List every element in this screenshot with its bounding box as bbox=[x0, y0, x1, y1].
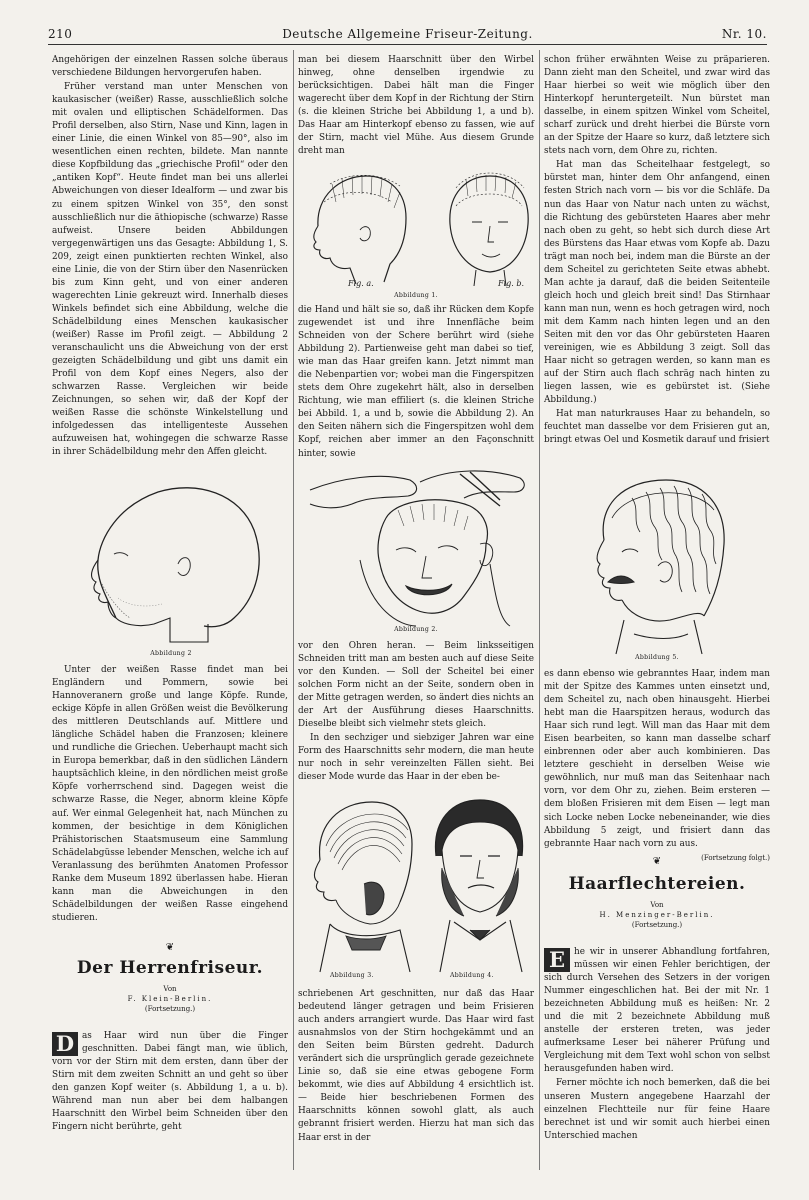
column-2-mid2 bbox=[298, 640, 534, 788]
column-divider bbox=[539, 50, 540, 1170]
ornament-divider: ❦ bbox=[652, 856, 662, 867]
paragraph: Angehörigen der einzelnen Rassen solche überaus verschiedene Bildungen hervorgerufen haben. bbox=[52, 55, 288, 79]
paragraph: schriebenen Art geschnitten, nur daß das Haar bedeutend länger getragen und beim Frisieren auch anders arrangiert wurde. Das Haar wird fast ausnahmslos von der Stirn hochgekämmt und an den Seiten beim Bürsten gedreht. Dadurch verändert sich die ursprünglich gerade gezeichnete Linie so, daß sie eine etwas gebogene Form bekommt, wie dies auf Abbildung 4 ersichtlich ist. — Beide hier beschriebenen Formen des Haarschnitts können sowohl glatt, als auch gebrannt frisiert werden. Hierzu hat man sich das Haar erst in der bbox=[298, 989, 534, 1143]
continuation-note: (Fortsetzung folgt.) bbox=[701, 853, 770, 862]
paragraph: es dann ebenso wie gebranntes Haar, indem man mit der Spitze des Kammes unten einsetzt und, dem Scheitel zu, nach oben hinausgeht. Hierbei hebt man die Haarspitzen heraus, wodurch das Haar sich rund legt. Will man das Haar mit dem Eisen bearbeiten, so kann man dasselbe scharf einbrennen oder aber auch kombinieren. Das letztere geschieht in derselben Weise wie gewöhnlich, nur muß man das Seitenhaar nach vorn, vor dem Ohr zu, ziehen. Beim ersteren — dem bloßen Frisieren mit dem Eisen — legt man sich Locke neben Locke nebeneinander, wie dies Abbildung 5 zeigt, und frisiert dann das gebrannte Haar nach vorn zu aus. bbox=[544, 669, 770, 849]
column-1-mid bbox=[52, 664, 288, 940]
page-header bbox=[48, 24, 767, 45]
figure-captions-row bbox=[300, 972, 532, 986]
paragraph: Hat man das Scheitelhaar festgelegt, so bürstet man, hinter dem Ohr anfangend, einen festen Strich nach vorn — bis vor die Schläfe. Da nun das Haar von Natur nach unten zu wächst, die Richtung des gebürsteten Haares aber mehr nach oben zu geht, so hebt sich durch diese Art des Bürstens das Haar etwas vom Kopfe ab. Dazu trägt man noch bei, indem man die Bürste an der dem Scheitel zu gerichteten Seite etwas abhebt. Man achte ja darauf, daß die beiden Seitenteile gleich hoch und gleich breit sind! Das Stirnhaar kann man nun, wenn es hoch getragen wird, noch mit dem Kamm nach hinten legen und an den Seiten mit den vor das Ohr gebürsteten Haaren vereinigen, wie es Abbildung 3 zeigt. Soll das Haar nicht so getragen werden, so kann man es auf der Stirn auch flach schräg nach hinten zu liegen lassen, wie es gebürstet ist. (Siehe Abbildung.) bbox=[544, 160, 770, 406]
column-2-bottom bbox=[298, 988, 534, 1168]
paragraph-text: as Haar wird nun über die Finger geschnitten. Dabei fängt man, wie üblich, vorn vor der Stirn mit dem ersten, dann über der Stirn mit dem zweiten Schnitt an und geht so über den ganzen Kopf weiter (s. Abbildung 1, a u. b). Während man nun aber bei dem halbangen Haarschnitt den Wirbel beim Schneiden über den Fingern nicht berührte, geht bbox=[52, 1031, 288, 1133]
figure-4-front bbox=[435, 800, 522, 972]
column-divider bbox=[293, 50, 294, 1170]
curled-hairstyle-illustration bbox=[564, 470, 750, 654]
fig-b-label: Fig. b. bbox=[498, 279, 524, 288]
page-number: 210 bbox=[48, 27, 73, 41]
column-1-top bbox=[52, 54, 288, 459]
haircut-diagram-illustration bbox=[300, 162, 532, 292]
continuation-note: (Fortsetzung.) bbox=[144, 1005, 196, 1013]
figure-caption: Abbildung 5. bbox=[635, 654, 679, 661]
figure-waved-hair-5 bbox=[564, 470, 750, 666]
article-heading: Haarflechtereien. bbox=[568, 874, 746, 894]
paragraph: schon früher erwähnten Weise zu präparieren. Dann zieht man den Scheitel, und zwar wird das Haar hierbei so weit wie möglich über den Hinterkopf heruntergeteilt. Nun bürstet man dasselbe, in einem spitzen Winkel vom Scheitel, scharf zurück und dreht hierbei die Bürste vorn an der Spitze der Haare so kurz, daß letztere sich stets nach vorn, dem Ohre zu, richten. bbox=[544, 55, 770, 157]
fig-a-profile bbox=[314, 175, 406, 284]
column-1-bottom bbox=[52, 1030, 288, 1168]
figure-hairstyles-3-4 bbox=[300, 790, 532, 986]
byline-von: Von bbox=[650, 901, 664, 909]
paragraph-text: he wir in unserer Abhandlung fortfahren, müssen wir einen Fehler berichtigen, der sich durch Versehen des Setzers in der vorigen Nummer eingeschlichen hat. Bei der mit Nr. 1 bezeichneten Abbildung muß es heißen: Nr. 2 und die mit 2 bezeichnete Abbildung muß anstelle der ersteren treten, was jeder aufmerksame Leser bei näherer Prüfung und Vergleichung mit dem Text wohl schon von selbst herausgefunden haben wird. bbox=[544, 947, 770, 1075]
drop-cap: E bbox=[544, 948, 570, 972]
figure-haircut-heads-1 bbox=[300, 162, 532, 304]
continuation-note: (Fortsetzung.) bbox=[631, 921, 683, 929]
article-herrenfriseur-header bbox=[52, 942, 288, 1014]
newspaper-title: Deutsche Allgemeine Friseur-Zeitung. bbox=[282, 27, 533, 41]
paragraph: Ferner möchte ich noch bemerken, daß die bei unseren Mustern angegebene Haarzahl der einzelnen Flechtteile nur für feine Haare berechnet ist und wir somit auch hierbei einen Unterschied machen bbox=[544, 1078, 770, 1141]
paragraph: die Hand und hält sie so, daß ihr Rücken dem Kopfe zugewendet ist und ihre Innenfläche beim Schneiden von der Schere berührt wird (siehe Abbildung 2). Partienweise geht man dabei so tief, wie man das Haar greifen kann. Jetzt nimmt man die Nebenpartien vor; wobei man die Fingerspitzen stets dem Ohre zugekehrt hält, also in derselben Richtung, wie man effiliert (s. die kleinen Striche bei Abbild. 1, a und b, sowie die Abbildung 2). An den Seiten nähern sich die Fingerspitzen wohl dem Kopf, reichen aber immer an den Façonschnitt hinter, sowie bbox=[298, 305, 534, 459]
ornament-divider: ❦ bbox=[165, 942, 175, 953]
column-3-top bbox=[544, 54, 770, 464]
figure-caption: Abbildung 2 bbox=[150, 650, 192, 657]
fig-b-front bbox=[450, 173, 528, 286]
skull-profile-illustration bbox=[58, 468, 284, 650]
figure-caption: Abbildung 4. bbox=[450, 972, 494, 979]
column-3-bottom bbox=[544, 946, 770, 1168]
byline-von: Von bbox=[163, 985, 177, 993]
paragraph: Hat man naturkrauses Haar zu behandeln, so feuchtet man dasselbe vor dem Frisieren gut an, bringt etwas Oel und Kosmetik darauf und frisiert bbox=[544, 409, 770, 446]
issue-number: Nr. 10. bbox=[721, 27, 767, 41]
figure-caption: Abbildung 2. bbox=[394, 626, 438, 633]
drop-cap: D bbox=[52, 1032, 78, 1056]
article-heading: Der Herrenfriseur. bbox=[76, 958, 264, 978]
column-2-top bbox=[298, 54, 534, 162]
figure-skull-profile-2 bbox=[58, 468, 284, 660]
paragraph-with-dropcap bbox=[544, 946, 770, 1076]
byline-author: F. Klein-Berlin. bbox=[127, 995, 213, 1003]
paragraph-with-dropcap bbox=[52, 1030, 288, 1134]
figure-caption: Abbildung 3. bbox=[330, 972, 374, 979]
paragraph: man bei diesem Haarschnitt über den Wirbel hinweg, ohne denselben irgendwie zu berücksichtigen. Dabei hält man die Finger wagerecht über dem Kopf in der Richtung der Stirn (s. die kleinen Striche bei Abbildung 1, a und b). Das Haar am Hinterkopf ebenso zu fassen, wie auf der Stirn, macht viel Mühe. Aus diesem Grunde dreht man bbox=[298, 55, 534, 157]
figure-3-profile bbox=[314, 802, 412, 972]
byline-author: H. Menzinger-Berlin. bbox=[599, 911, 715, 919]
figure-haircut-hands-2 bbox=[300, 460, 532, 638]
article-haarflechtereien-header bbox=[544, 856, 770, 930]
paragraph: Unter der weißen Rasse findet man bei Engländern und Pommern, sowie bei Hannoveranern große und lange Köpfe. Runde, eckige Köpfe in allen Größen weist die Bevölkerung des mittleren Deutschlands auf. Mittlere und längliche Schädel haben die Franzosen; kleinere und rundliche die Griechen. Ueberhaupt macht sich in Europa bemerkbar, daß in den südlichen Ländern hauptsächlich kleine, in den nördlichen meist große Köpfe vorherrschend sind. Dagegen weist die schwarze Rasse, die Neger, abnorm kleine Köpfe auf. Wer einmal Gelegenheit hat, nach München zu kommen, der besichtige in dem Königlichen Prähistorischen Staatsmuseum eine Sammlung Schädelabgüsse lebender Menschen, welche ich auf Veranlassung des berühmten Anatomen Professor Ranke dem Museum 1892 überlassen habe. Hieran kann man die Abweichungen in den Schädelbildungen der weißen Rasse eingehend studieren. bbox=[52, 665, 288, 923]
column-2-mid1 bbox=[298, 304, 534, 458]
paragraph: Früher verstand man unter Menschen von kaukasischer (weißer) Rasse, ausschließlich solche mit ovalen und elliptischen Schädelformen. Das Profil derselben, also Stirn, Nase und Kinn, lagen in einer Linie, die einen Winkel von 85—90°, also im wesentlichen einen rechten, bildete. Man nannte diese Kopfbildung das „griechische Profil“ oder den „antiken Kopf“. Heute findet man bei uns allerlei Abweichungen von dieser Idealform — und zwar bis zu einem spitzen Winkel von 35°, den sonst ausschließlich nur die äthiopische (schwarze) Rasse aufweist. Unsere beiden Abbildungen vergegenwärtigen uns das Gesagte: Abbildung 1, S. 209, zeigt einen punktierten rechten Winkel, also eine Linie, die von der Stirn über den Nasenrücken bis zum Kinn geht, und von einer anderen wagerechten Linie gekreuzt wird. Innerhalb dieses Winkels befindet sich eine Abbildung, welche die Schädelbildung eines Menschen kaukasischer (weißer) Rasse im Profil zeigt. — Abbildung 2 veranschaulicht uns die Abweichung von der erst gezeigten Schädelbildung und gibt uns damit ein Profil von dem Kopf eines Negers, also der schwarzen Rasse. Vergleichen wir beide Zeichnungen, so sehen wir, daß der Kopf der weißen Rasse die schönste Winkelstellung und infolgedessen das intelligenteste Aussehen aufzuweisen hat, wohingegen die schwarze Rasse in ihrer Schädelbildung mehr den Affen gleicht. bbox=[52, 82, 288, 458]
paragraph: In den sechziger und siebziger Jahren war eine Form des Haarschnitts sehr modern, die man heute nur noch in sehr vereinzelten Fällen sieht. Bei dieser Mode wurde das Haar in der eben be- bbox=[298, 733, 534, 783]
column-3-mid bbox=[544, 668, 770, 862]
hands-cutting-hair-illustration bbox=[300, 460, 532, 626]
fig-a-label: Fig. a. bbox=[348, 279, 374, 288]
paragraph: vor den Ohren heran. — Beim linksseitigen Schneiden tritt man am besten auch auf diese Seite vor den Kunden. — Soll der Scheitel bei einer solchen Form nicht an der Seite, sondern oben in der Mitte getragen werden, so ändert dies nichts an der Art der Ausführung dieses Haarschnitts. Dieselbe bleibt sich vielmehr stets gleich. bbox=[298, 641, 534, 730]
gentlemen-hairstyles-illustration bbox=[300, 790, 532, 972]
figure-caption: Abbildung 1. bbox=[394, 292, 438, 299]
